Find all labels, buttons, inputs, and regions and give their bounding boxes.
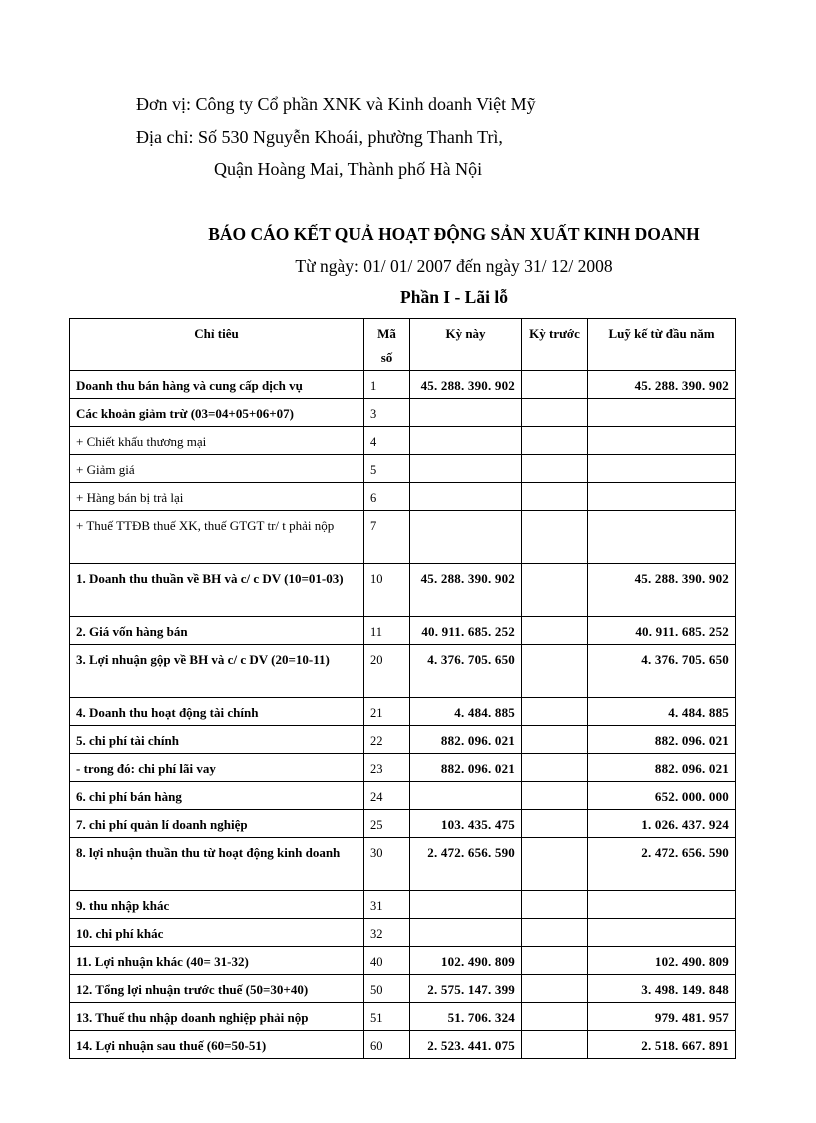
row-previous-cell [522, 645, 588, 698]
row-accumulated-cell [588, 891, 736, 919]
row-current-cell [410, 919, 522, 947]
column-header-indicator: Chỉ tiêu [70, 319, 364, 371]
row-indicator-cell: 2. Giá vốn hàng bán [70, 617, 364, 645]
row-code-cell: 25 [364, 810, 410, 838]
row-indicator-cell: 14. Lợi nhuận sau thuế (60=50-51) [70, 1031, 364, 1059]
row-accumulated-cell: 1. 026. 437. 924 [588, 810, 736, 838]
table-row [70, 1031, 736, 1059]
row-current-cell [410, 511, 522, 564]
row-indicator-cell: 11. Lợi nhuận khác (40= 31-32) [70, 947, 364, 975]
row-accumulated-cell: 40. 911. 685. 252 [588, 617, 736, 645]
company-address-continued: Quận Hoàng Mai, Thành phố Hà Nội [214, 159, 483, 179]
row-previous-cell [522, 483, 588, 511]
row-current-cell: 45. 288. 390. 902 [410, 371, 522, 399]
row-current-cell: 40. 911. 685. 252 [410, 617, 522, 645]
row-indicator-cell: 1. Doanh thu thuần về BH và c/ c DV (10=01-03) [70, 564, 364, 617]
row-current-cell: 2. 575. 147. 399 [410, 975, 522, 1003]
row-current-cell [410, 782, 522, 810]
row-current-cell [410, 891, 522, 919]
column-header-accumulated: Luỹ kế từ đầu năm [588, 319, 736, 371]
row-accumulated-cell: 4. 484. 885 [588, 698, 736, 726]
company-unit: Đơn vị: Công ty Cổ phần XNK và Kinh doanh Việt Mỹ [136, 94, 536, 114]
row-indicator-cell: - trong đó: chi phí lãi vay [70, 754, 364, 782]
table-row [70, 399, 736, 427]
row-current-cell: 2. 523. 441. 075 [410, 1031, 522, 1059]
row-code-cell: 3 [364, 399, 410, 427]
table-row [70, 782, 736, 810]
row-current-cell: 4. 376. 705. 650 [410, 645, 522, 698]
row-accumulated-cell: 45. 288. 390. 902 [588, 564, 736, 617]
row-accumulated-cell: 3. 498. 149. 848 [588, 975, 736, 1003]
row-indicator-cell: 4. Doanh thu hoạt động tài chính [70, 698, 364, 726]
table-body [70, 371, 736, 1059]
row-code-cell: 40 [364, 947, 410, 975]
table-row [70, 810, 736, 838]
table-row [70, 891, 736, 919]
row-current-cell: 102. 490. 809 [410, 947, 522, 975]
row-accumulated-cell: 4. 376. 705. 650 [588, 645, 736, 698]
row-accumulated-cell: 882. 096. 021 [588, 754, 736, 782]
income-statement-table [69, 318, 736, 1059]
row-indicator-cell: 5. chi phí tài chính [70, 726, 364, 754]
row-previous-cell [522, 838, 588, 891]
row-indicator-cell: + Giảm giá [70, 455, 364, 483]
row-previous-cell [522, 371, 588, 399]
row-current-cell [410, 427, 522, 455]
table-row [70, 726, 736, 754]
column-header-previous-period: Kỳ trước [522, 319, 588, 371]
row-indicator-cell: 12. Tổng lợi nhuận trước thuế (50=30+40) [70, 975, 364, 1003]
row-code-cell: 10 [364, 564, 410, 617]
row-code-cell: 6 [364, 483, 410, 511]
row-previous-cell [522, 975, 588, 1003]
table-row [70, 617, 736, 645]
table-header-row [70, 319, 736, 371]
row-accumulated-cell: 652. 000. 000 [588, 782, 736, 810]
row-current-cell: 882. 096. 021 [410, 726, 522, 754]
row-code-cell: 1 [364, 371, 410, 399]
row-previous-cell [522, 399, 588, 427]
row-code-cell: 30 [364, 838, 410, 891]
table-row [70, 975, 736, 1003]
row-code-cell: 50 [364, 975, 410, 1003]
row-indicator-cell: 7. chi phí quản lí doanh nghiệp [70, 810, 364, 838]
row-indicator-cell: + Chiết khấu thương mại [70, 427, 364, 455]
row-previous-cell [522, 754, 588, 782]
row-accumulated-cell: 2. 518. 667. 891 [588, 1031, 736, 1059]
row-current-cell: 103. 435. 475 [410, 810, 522, 838]
report-period: Từ ngày: 01/ 01/ 2007 đến ngày 31/ 12/ 2008 [295, 256, 613, 276]
column-header-code: Mã số [364, 319, 410, 371]
row-accumulated-cell: 45. 288. 390. 902 [588, 371, 736, 399]
row-accumulated-cell [588, 455, 736, 483]
row-accumulated-cell: 979. 481. 957 [588, 1003, 736, 1031]
row-code-cell: 4 [364, 427, 410, 455]
report-part-heading: Phần I - Lãi lỗ [400, 287, 508, 307]
row-accumulated-cell [588, 511, 736, 564]
row-current-cell: 882. 096. 021 [410, 754, 522, 782]
row-previous-cell [522, 617, 588, 645]
row-current-cell: 4. 484. 885 [410, 698, 522, 726]
table-row [70, 645, 736, 698]
row-indicator-cell: Các khoản giảm trừ (03=04+05+06+07) [70, 399, 364, 427]
table-row [70, 698, 736, 726]
row-indicator-cell: 13. Thuế thu nhập doanh nghiệp phải nộp [70, 1003, 364, 1031]
row-previous-cell [522, 698, 588, 726]
row-indicator-cell: + Hàng bán bị trả lại [70, 483, 364, 511]
table-row [70, 564, 736, 617]
row-code-cell: 20 [364, 645, 410, 698]
row-current-cell: 2. 472. 656. 590 [410, 838, 522, 891]
row-code-cell: 31 [364, 891, 410, 919]
row-previous-cell [522, 919, 588, 947]
row-code-cell: 11 [364, 617, 410, 645]
row-indicator-cell: 3. Lợi nhuận gộp về BH và c/ c DV (20=10-11) [70, 645, 364, 698]
row-code-cell: 24 [364, 782, 410, 810]
row-previous-cell [522, 810, 588, 838]
row-indicator-cell: 9. thu nhập khác [70, 891, 364, 919]
row-accumulated-cell: 102. 490. 809 [588, 947, 736, 975]
row-indicator-cell: Doanh thu bán hàng và cung cấp dịch vụ [70, 371, 364, 399]
row-current-cell: 45. 288. 390. 902 [410, 564, 522, 617]
row-code-cell: 23 [364, 754, 410, 782]
table-row [70, 483, 736, 511]
row-current-cell [410, 455, 522, 483]
row-indicator-cell: 10. chi phí khác [70, 919, 364, 947]
row-previous-cell [522, 427, 588, 455]
row-accumulated-cell [588, 399, 736, 427]
table-row [70, 919, 736, 947]
row-current-cell [410, 483, 522, 511]
table-row [70, 427, 736, 455]
row-accumulated-cell [588, 919, 736, 947]
row-previous-cell [522, 564, 588, 617]
table-row [70, 511, 736, 564]
row-code-cell: 32 [364, 919, 410, 947]
column-header-current-period: Kỳ này [410, 319, 522, 371]
row-previous-cell [522, 1003, 588, 1031]
row-code-cell: 51 [364, 1003, 410, 1031]
row-indicator-cell: + Thuế TTĐB thuế XK, thuế GTGT tr/ t phải nộp [70, 511, 364, 564]
row-previous-cell [522, 947, 588, 975]
row-previous-cell [522, 726, 588, 754]
report-title: BÁO CÁO KẾT QUẢ HOẠT ĐỘNG SẢN XUẤT KINH DOANH [208, 224, 700, 244]
row-code-cell: 22 [364, 726, 410, 754]
row-code-cell: 21 [364, 698, 410, 726]
row-current-cell: 51. 706. 324 [410, 1003, 522, 1031]
table-row [70, 455, 736, 483]
row-accumulated-cell: 2. 472. 656. 590 [588, 838, 736, 891]
table-row [70, 754, 736, 782]
company-address: Địa chỉ: Số 530 Nguyễn Khoái, phường Thanh Trì, [136, 127, 503, 147]
row-code-cell: 60 [364, 1031, 410, 1059]
row-accumulated-cell [588, 483, 736, 511]
row-previous-cell [522, 1031, 588, 1059]
table-row [70, 1003, 736, 1031]
table-row [70, 838, 736, 891]
row-indicator-cell: 6. chi phí bán hàng [70, 782, 364, 810]
row-previous-cell [522, 782, 588, 810]
row-accumulated-cell: 882. 096. 021 [588, 726, 736, 754]
row-accumulated-cell [588, 427, 736, 455]
row-code-cell: 5 [364, 455, 410, 483]
table-row [70, 371, 736, 399]
row-indicator-cell: 8. lợi nhuận thuần thu từ hoạt động kinh doanh [70, 838, 364, 891]
table-row [70, 947, 736, 975]
row-previous-cell [522, 455, 588, 483]
row-code-cell: 7 [364, 511, 410, 564]
row-previous-cell [522, 891, 588, 919]
row-previous-cell [522, 511, 588, 564]
row-current-cell [410, 399, 522, 427]
